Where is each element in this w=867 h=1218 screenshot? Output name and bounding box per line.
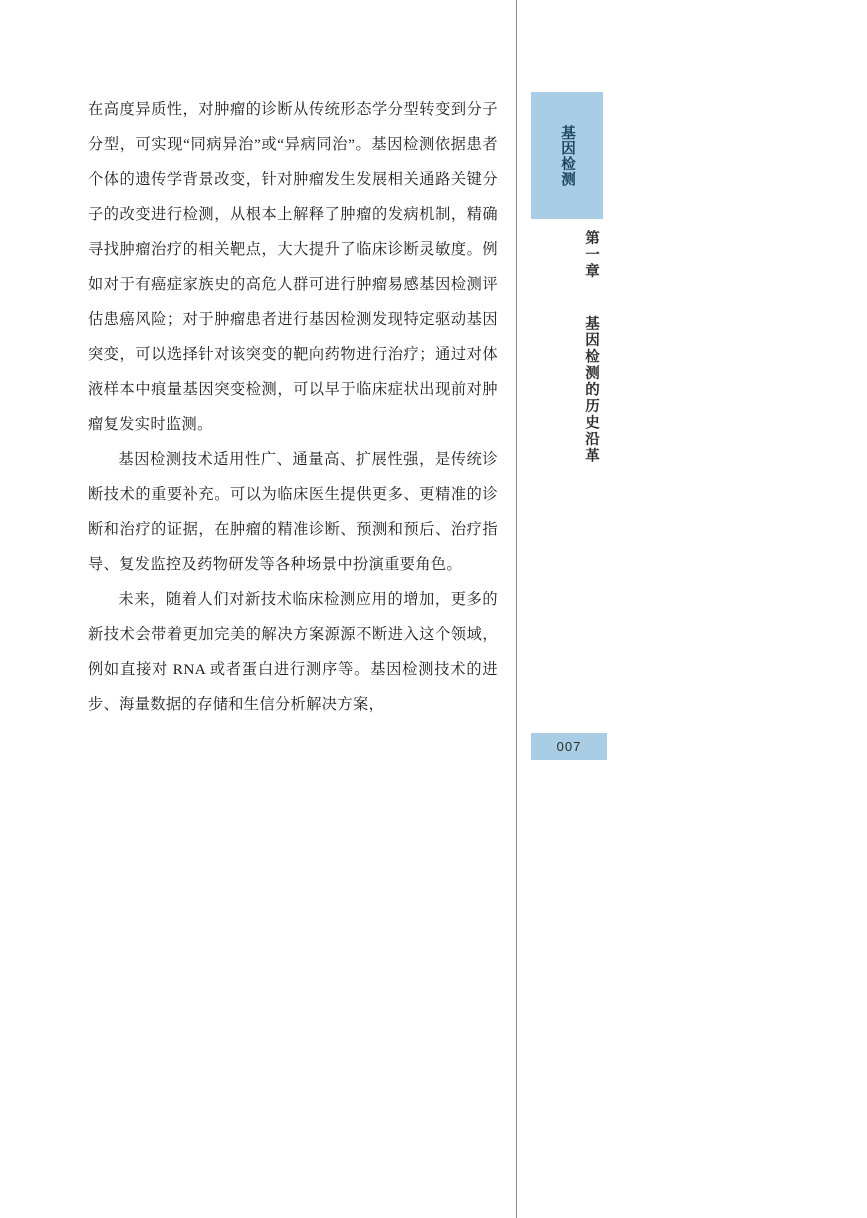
chapter-tab-label: 基因检测 (559, 124, 575, 187)
column-divider-rule (516, 0, 517, 1218)
page-number-block (531, 733, 607, 760)
paragraph-2: 基因检测技术适用性广、通量高、扩展性强，是传统诊断技术的重要补充。可以为临床医生提供更多、更精准的诊断和治疗的证据，在肿瘤的精准诊断、预测和预后、治疗指导、复发监控及药物研发等各种场景中扮演重要角色。 (88, 451, 498, 573)
body-text-column (88, 92, 498, 722)
chapter-tab (531, 92, 603, 219)
page-number: 007 (556, 739, 582, 754)
chapter-title-vertical: 第一章 基因检测的历史沿革 (583, 230, 599, 464)
paragraph-3: 未来，随着人们对新技术临床检测应用的增加，更多的新技术会带着更加完美的解决方案源源不断进入这个领域，例如直接对 RNA 或者蛋白进行测序等。基因检测技术的进步、海量数据的存储和生信分析解决方案， (88, 591, 498, 713)
paragraph-1: 在高度异质性，对肿瘤的诊断从传统形态学分型转变到分子分型，可实现“同病异治”或“异病同治”。基因检测依据患者个体的遗传学背景改变，针对肿瘤发生发展相关通路关键分子的改变进行检测，从根本上解释了肿瘤的发病机制，精确寻找肿瘤治疗的相关靶点，大大提升了临床诊断灵敏度。例如对于有癌症家族史的高危人群可进行肿瘤易感基因检测评估患癌风险；对于肿瘤患者进行基因检测发现特定驱动基因突变，可以选择针对该突变的靶向药物进行治疗；通过对体液样本中痕量基因突变检测，可以早于临床症状出现前对肿瘤复发实时监测。 (88, 101, 498, 433)
